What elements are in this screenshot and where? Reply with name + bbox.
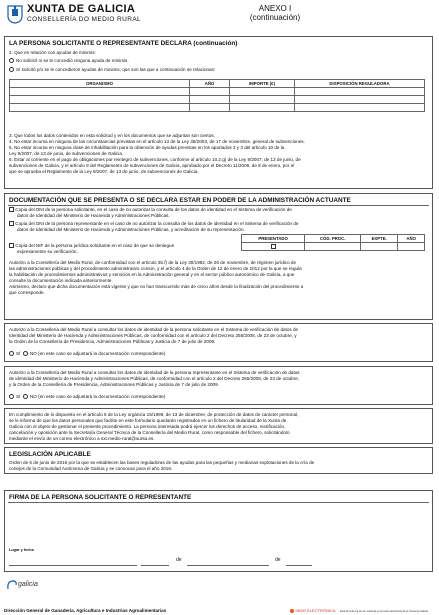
auth-sol-si-radio[interactable]	[9, 351, 14, 356]
auth-sol-no-label: NO (en este caso se adjuntará la documentación correspondiente)	[29, 351, 166, 356]
month-field[interactable]	[187, 565, 269, 566]
de-label-1: de	[176, 557, 182, 563]
declara-item-6c: que se aprueba el Reglamento de la Ley 9/2007, de 13 de junio, de subvenciones de Galicia.	[9, 169, 199, 174]
auth-sol-line-3: la Orden de la Consellería de Presidencia, Administraciones Públicas y Justicia de 7 de julio de 2009.	[9, 339, 216, 344]
col-expte: EXPTE.	[361, 235, 398, 243]
year-field[interactable]	[286, 565, 312, 566]
auth-rep-no-label: NO (en este caso se adjuntará la documentación correspondiente)	[29, 394, 166, 399]
lugar-field[interactable]	[9, 565, 137, 566]
auth-rep-si-radio[interactable]	[9, 394, 14, 399]
legislacion-line-2: conejos de la Comunidad Autónoma de Galicia y se convocan para el año 2016.	[9, 466, 173, 471]
col-presentado: PRESENTADO	[242, 235, 305, 243]
day-field[interactable]	[141, 565, 169, 566]
de-label-2: de	[275, 557, 281, 563]
auth-sol-line-2: Identidad del Ministerio de Hacienda y Administraciones Públicas, de conformidad con el artículo 2 del Decreto 255/2008, de 23 de octubre, y	[9, 333, 297, 338]
col-ano: AÑO	[398, 235, 425, 243]
proteccion-line-4: cancelación y oposición ante la Secretaría General Técnica de la Consellería del Medio Rural, como responsable del fichero, solicitándolo	[9, 430, 290, 435]
proteccion-line-2: se le informa de que los datos personales que facilite en este formulario quedarán registrados en un fichero de titularidad de la Xunta de	[9, 418, 287, 423]
minimis-table	[9, 79, 425, 112]
q2-label: 2. Que en relación con ayudas de minimis:	[9, 50, 96, 55]
presentado-checkbox[interactable]	[271, 244, 276, 249]
table-header-row	[242, 235, 425, 243]
declara-item-3: 3. Que todos los datos contenidos en esta solicitud y en los documentos que se adjuntan son ciertos.	[9, 133, 215, 138]
col-cod-proc: CÓD. PROC.	[305, 235, 361, 243]
auth-rep-line-2: de identidad del Ministerio de Hacienda y Administraciones Públicas, de conformidad con el artículo 2 del Decreto 255/2008, de 23 de octubre,	[9, 376, 300, 381]
doc2-checkbox[interactable]	[9, 221, 14, 226]
auth-sol-line-1: Autorizo a la Consellería del Medio Rural a consultar los datos de identidad de la persona solicitante en el Sistema de verificación de datos de	[9, 327, 299, 332]
auth-sol-si-label: SÍ	[16, 351, 21, 356]
firma-section	[4, 490, 433, 572]
declara-title: LA PERSONA SOLICITANTE O REPRESENTANTE DECLARA (continuación)	[9, 40, 238, 47]
table-row[interactable]	[10, 96, 425, 104]
proteccion-line-1: En cumplimiento de lo dispuesto en el artículo 5 de la Ley orgánica 15/1999, de 13 de diciembre, de protección de datos de carácter personal,	[9, 412, 299, 417]
proteccion-datos-section	[4, 408, 433, 444]
anexo-subtitle: (continuación)	[249, 13, 301, 22]
autoriza-line-5: Asimismo, declaro que dicha documentación está vigente y que no han transcurrido más de cinco años desde la finalización del procedimiento a	[9, 284, 304, 289]
doc-nif[interactable]: Copia del NIF de la persona jurídica solicitante en el caso de que se deniegue	[9, 243, 174, 249]
doc1-line2: datos de Identidad del Ministerio de Hacienda y Administraciones Públicas.	[17, 213, 170, 218]
legislacion-line-1: Orden de 6 de junio de 2016 por la que se establecen las bases reguladoras de las ayudas para las pequeñas y medianas explotaciones de la cría de	[9, 460, 315, 465]
firma-title: FIRMA DE LA PERSONA SOLICITANTE O REPRESENTANTE	[9, 494, 192, 501]
table-header-row	[10, 80, 425, 88]
department-name: CONSELLERÍA DO MEDIO RURAL	[27, 16, 142, 23]
anexo-heading	[245, 4, 305, 22]
galicia-logo-text: galicia	[18, 581, 38, 588]
doc1-checkbox[interactable]	[9, 207, 14, 212]
table-row[interactable]	[10, 88, 425, 96]
divider	[8, 205, 429, 206]
legislacion-section	[4, 447, 433, 474]
table-row[interactable]	[10, 104, 425, 112]
footer-direccion: Dirección General de Ganadería, Agricultura e Industrias Agroalimentarias	[4, 608, 167, 613]
declara-item-6: 6. Estar al corriente en el pago de obligaciones por reintegro de subvenciones, conforme al artículo 10.2.g) de la Ley 9/2007, de 13 de junio, de	[9, 157, 301, 162]
no-minimis-option[interactable]: No solicitó ni se le concedió ninguna ayuda de minimis.	[9, 58, 129, 64]
si-minimis-option[interactable]: Sí solicitó y/o se le concedieron ayudas de minimis, que son las que a continuación se relacionan:	[9, 67, 215, 73]
anexo-title: ANEXO I	[258, 4, 292, 13]
sede-icon	[290, 609, 294, 613]
no-minimis-radio[interactable]	[9, 58, 14, 63]
auth-rep-si-label: SÍ	[16, 394, 21, 399]
org-name: XUNTA DE GALICIA	[27, 3, 136, 15]
auth-sol-options	[9, 351, 165, 357]
col-organismo: ORGANISMO	[10, 80, 190, 88]
doc-dni-solicitante[interactable]: Copia del DNI de la persona solicitante, en el caso de no autorizar la consulta de los datos de identidad en el Sistema de verificación de	[9, 207, 292, 213]
autoriza-solicitante-section	[4, 323, 433, 362]
autoriza-line-2: las administraciones públicas y del procedimiento administrativo común, y el artículo 4 de la Orden de 12 de enero de 2012 por la que se regula	[9, 266, 302, 271]
sede-label: SEDE ELECTRÓNICA	[295, 608, 336, 613]
proteccion-line-5: mediante el envío de un correo electrónico a sxt.medio-rural@xunta.es.	[9, 436, 155, 441]
declara-section	[4, 36, 433, 189]
auth-sol-no-radio[interactable]	[23, 351, 28, 356]
autoriza-line-4: consulte la documentación indicada anteriormente.	[9, 278, 113, 283]
auth-rep-line-3: y la Orden de la Consellería de Presidencia, Administraciones Públicas y Justicia de 7 de julio de 2009.	[9, 382, 219, 387]
proteccion-line-3: Galicia con el objeto de gestionar el presente procedimiento. La persona interesada podrá ejercer los derechos de acceso, rectificación,	[9, 424, 286, 429]
doc3-checkbox[interactable]	[9, 243, 14, 248]
divider	[8, 502, 429, 503]
col-disposicion: DISPOSICIÓN REGULADORA	[295, 80, 425, 88]
lugar-fecha-label: Lugar y fecha	[9, 548, 34, 552]
sede-electronica[interactable]	[290, 608, 336, 613]
auth-rep-line-1: Autorizo a la Consellería del Medio Rural a consultar los datos de identidad de la persona representante en el Sistema de verificación de datos	[9, 370, 300, 375]
declara-item-4: 4. No estar incursa en ninguna de las circunstancias previstas en el artículo 13 de la Ley 38/2003, de 17 de noviembre, general de subvenciones.	[9, 139, 305, 144]
doc-dni-representante[interactable]: Copia del DNI de la persona representante en el caso de no autorizar la consulta de los datos de identidad en el Sistema de verificación de	[9, 221, 298, 227]
col-ano: AÑO	[190, 80, 230, 88]
doc2-line2: datos de Identidad del Ministerio de Hacienda y Administraciones Públicas, y acreditación de su representación.	[17, 227, 245, 232]
galicia-logo-icon	[6, 579, 18, 591]
xunta-logo-icon	[6, 4, 24, 24]
doc3-line2: expresamente su verificación.	[17, 249, 78, 254]
auth-rep-no-radio[interactable]	[23, 394, 28, 399]
autoriza-representante-section	[4, 366, 433, 405]
table-row[interactable]	[242, 243, 425, 251]
documentacion-section	[4, 193, 433, 320]
declara-item-5b: Ley 9/2007, de 13 de junio, de subvenciones de Galicia.	[9, 151, 124, 156]
si-minimis-radio[interactable]	[9, 67, 14, 72]
sede-note: Esta fórmula ha de ser cubierta en la sede electrónica de la Xunta de Galicia	[340, 610, 429, 613]
documentacion-title: DOCUMENTACIÓN QUE SE PRESENTA O SE DECLARA ESTAR EN PODER DE LA ADMINISTRACIÓN ACTUANTE	[9, 197, 351, 204]
auth-rep-options	[9, 394, 165, 400]
autoriza-line-1: Autorizo a la Consellería del Medio Rural, de conformidad con el artículo 35.f) de la Ley 30/1992, de 26 de noviembre, de régimen jurídico de	[9, 260, 297, 265]
presentado-table	[241, 234, 425, 251]
col-importe: IMPORTE (€)	[230, 80, 295, 88]
autoriza-line-6: que corresponde.	[9, 290, 45, 295]
declara-item-5: 5. No estar incursa en ninguna clase de inhabilitación para la obtención de ayudas previstas en los apartados 2 y 3 del artículo 10 de la	[9, 145, 285, 150]
legislacion-title: LEGISLACIÓN APLICABLE	[9, 451, 91, 458]
autoriza-line-3: la habilitación de procedimientos administrativos y servicios en la Administración general y en el sector público autonómico de Galicia, a que	[9, 272, 295, 277]
declara-item-6b: subvenciones de Galicia, y el artículo 9 del Reglamento de subvenciones de Galicia, aprobado por el Decreto 11/2009, de 8 de enero, por el	[9, 163, 295, 168]
